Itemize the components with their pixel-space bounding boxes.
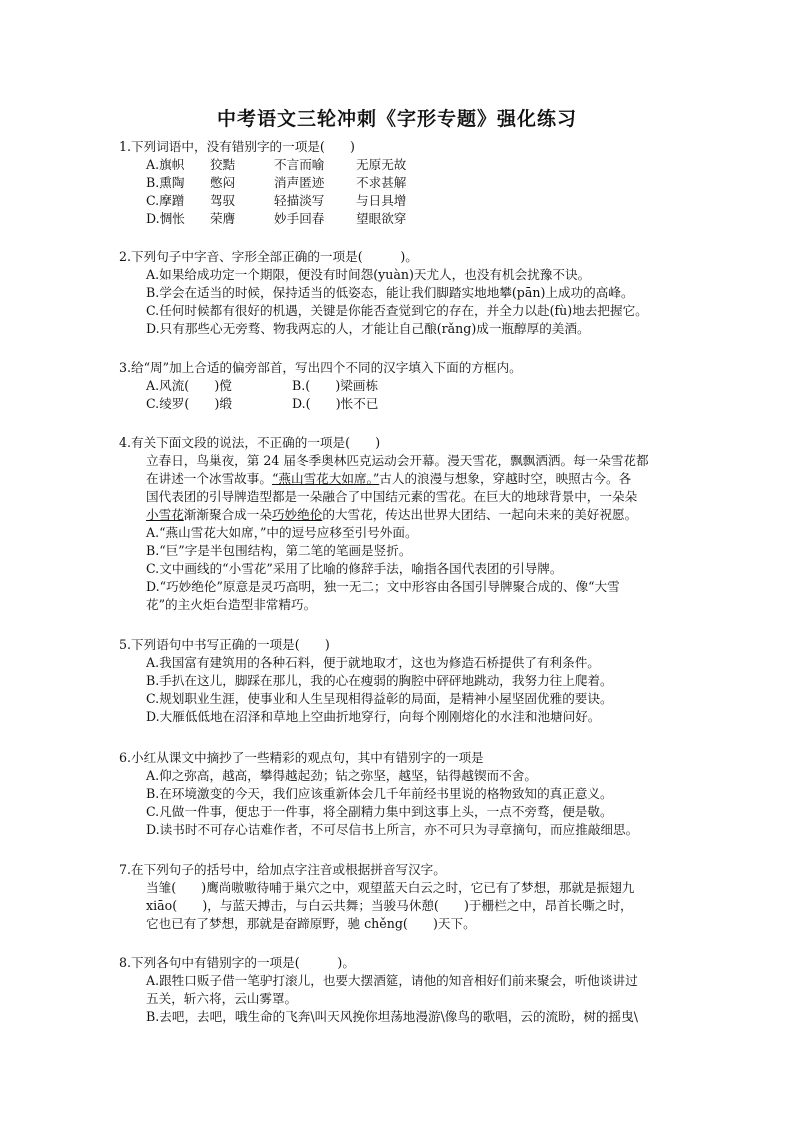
underlined-phrase-small-snowflake: 小雪花 xyxy=(146,507,184,522)
question-6-option-c: C.凡做一件事，便忠于一件事，将全副精力集中到这事上头，一点不旁骛，便是敬。 xyxy=(146,804,613,819)
question-5-option-b: B.手扒在这儿，脚踩在那儿，我的心在瘦弱的胸腔中砰砰地跳动，我努力往上爬着。 xyxy=(146,673,613,688)
question-4-option-c: C.文中画线的“小雪花”采用了比喻的修辞手法，喻指各国代表团的引导牌。 xyxy=(146,561,563,576)
question-4-stem: 4.有关下面文段的说法，不正确的一项是( ) xyxy=(119,435,381,450)
question-1-option-b: B.熏陶 憋闷 消声匿迹 不求甚解 xyxy=(146,175,407,190)
question-2-option-d: D.只有那些心无旁骛、物我两忘的人，才能让自己酿(rǎng)成一瓶醇厚的美酒。 xyxy=(146,321,590,336)
question-4-option-d-continued: 花”的主火炬台造型非常精巧。 xyxy=(146,597,317,612)
question-3-options-ab: A.风流( )傥 B.( )梁画栋 xyxy=(146,378,379,393)
question-4-option-d: D.“巧妙绝伦”原意是灵巧高明，独一无二；文中形容由各国引导牌聚合成的、像“大雪 xyxy=(146,579,620,594)
question-4-passage-line: 小雪花渐渐聚合成一朵巧妙绝伦的大雪花，传达出世界大团结、一起向未来的美好祝愿。 xyxy=(146,507,638,522)
question-1-option-a: A.旗帜 狡黠 不言而喻 无原无故 xyxy=(146,157,407,172)
question-4-option-a: A.“燕山雪花大如席，”中的逗号应移至引号外面。 xyxy=(146,525,418,540)
question-1-option-c: C.摩蹭 驾驭 轻描淡写 与日具增 xyxy=(146,193,407,208)
page-title: 中考语文三轮冲刺《字形专题》强化练习 xyxy=(216,108,577,130)
question-7-passage-line: xiāo( )，与蓝天搏击，与白云共舞；当骏马休憩( )于栅栏之中，昂首长嘶之时， xyxy=(146,898,633,913)
question-6-option-a: A.仰之弥高，越高，攀得越起劲；钻之弥坚，越坚，钻得越锲而不舍。 xyxy=(146,768,537,783)
question-6-option-d: D.读书时不可存心诘难作者，不可尽信书上所言，亦不可只为寻章摘句，而应推敲细思。 xyxy=(146,822,639,837)
question-7-stem: 7.在下列句子的括号中，给加点字注音或根据拼音写汉字。 xyxy=(119,862,446,877)
question-2-option-a: A.如果给成功定一个期限，便没有时间怨(yuàn)天尤人，也没有机会扰豫不诀。 xyxy=(146,267,591,282)
question-5-stem: 5.下列语句中书写正确的一项是( ) xyxy=(119,637,330,652)
question-1-option-d: D.惆怅 荣膺 妙手回春 望眼欲穿 xyxy=(146,211,407,226)
question-8-stem: 8.下列各句中有错别字的一项是( )。 xyxy=(119,955,355,970)
question-5-option-d: D.大雁低低地在沼泽和草地上空曲折地穿行，向每个刚刚熔化的水洼和池塘问好。 xyxy=(146,709,601,724)
question-6-option-b: B.在环境激变的今天，我们应该重新体会几千年前经书里说的格物致知的真正意义。 xyxy=(146,786,613,801)
question-2-option-c: C.任何时候都有很好的机遇，关键是你能否查觉到它的存在，并全力以赴(fù)地去把握它。 xyxy=(146,303,648,318)
question-1-stem: 1.下列词语中，没有错别字的一项是( ) xyxy=(119,139,355,154)
question-8-option-b: B.去吧，去吧，哦生命的飞奔\叫天风挽你坦荡地漫游\像鸟的歌唱，云的流盼，树的摇曳\ xyxy=(146,1009,638,1024)
question-3-stem: 3.给“周”加上合适的偏旁部首，写出四个不同的汉字填入下面的方框内。 xyxy=(119,360,522,375)
question-4-passage-line: 国代表团的引导牌造型都是一朵融合了中国结元素的雪花。在巨大的地球背景中，一朵朵 xyxy=(146,489,638,504)
question-6-stem: 6.小红从课文中摘抄了一些精彩的观点句，其中有错别字的一项是 xyxy=(119,750,484,765)
question-7-passage-line: 当雏( )鹰尚嗷嗷待哺于巢穴之中，观望蓝天白云之时，它已有了梦想，那就是振翅九 xyxy=(146,880,635,895)
question-8-option-a-continued: 五关，斩六将，云山雾罩。 xyxy=(146,991,298,1006)
underlined-quote: “燕山雪花大如席。” xyxy=(271,471,380,486)
question-4-passage-line: 立春日，鸟巢夜，第 24 届冬季奥林匹克运动会开幕。漫天雪花，飘飘洒洒。每一朵雪花都 xyxy=(146,453,649,468)
question-2-option-b: B.学会在适当的时候，保持适当的低姿态，能让我们脚踏实地地攀(pān)上成功的高峰。 xyxy=(146,285,634,300)
question-5-option-a: A.我国富有建筑用的各种石料，便于就地取才，这也为修造石桥提供了有利条件。 xyxy=(146,655,600,670)
question-4-passage-line: 在讲述一个冰雪故事。“燕山雪花大如席。”古人的浪漫与想象，穿越时空，映照古今。各 xyxy=(146,471,632,486)
question-7-passage-line: 它也已有了梦想，那就是奋蹄原野，驰 chěng( )天下。 xyxy=(146,916,476,931)
underlined-phrase-ingenious: 巧妙绝伦 xyxy=(271,507,323,522)
question-4-option-b: B.“巨”字是半包围结构，第二笔的笔画是竖折。 xyxy=(146,543,412,558)
question-5-option-c: C.规划职业生涯，使事业和人生呈现相得益彰的局面，是精神小屋坚固优雅的要诀。 xyxy=(146,691,613,706)
question-8-option-a: A.跟牲口贩子借一笔驴打滚儿，也要大摆酒筵，请他的知音相好们前来聚会，听他谈讲过 xyxy=(146,973,638,988)
question-2-stem: 2.下列句子中字音、字形全部正确的一项是( )。 xyxy=(119,249,418,264)
question-3-options-cd: C.绫罗( )缎 D.( )怅不已 xyxy=(146,396,379,411)
